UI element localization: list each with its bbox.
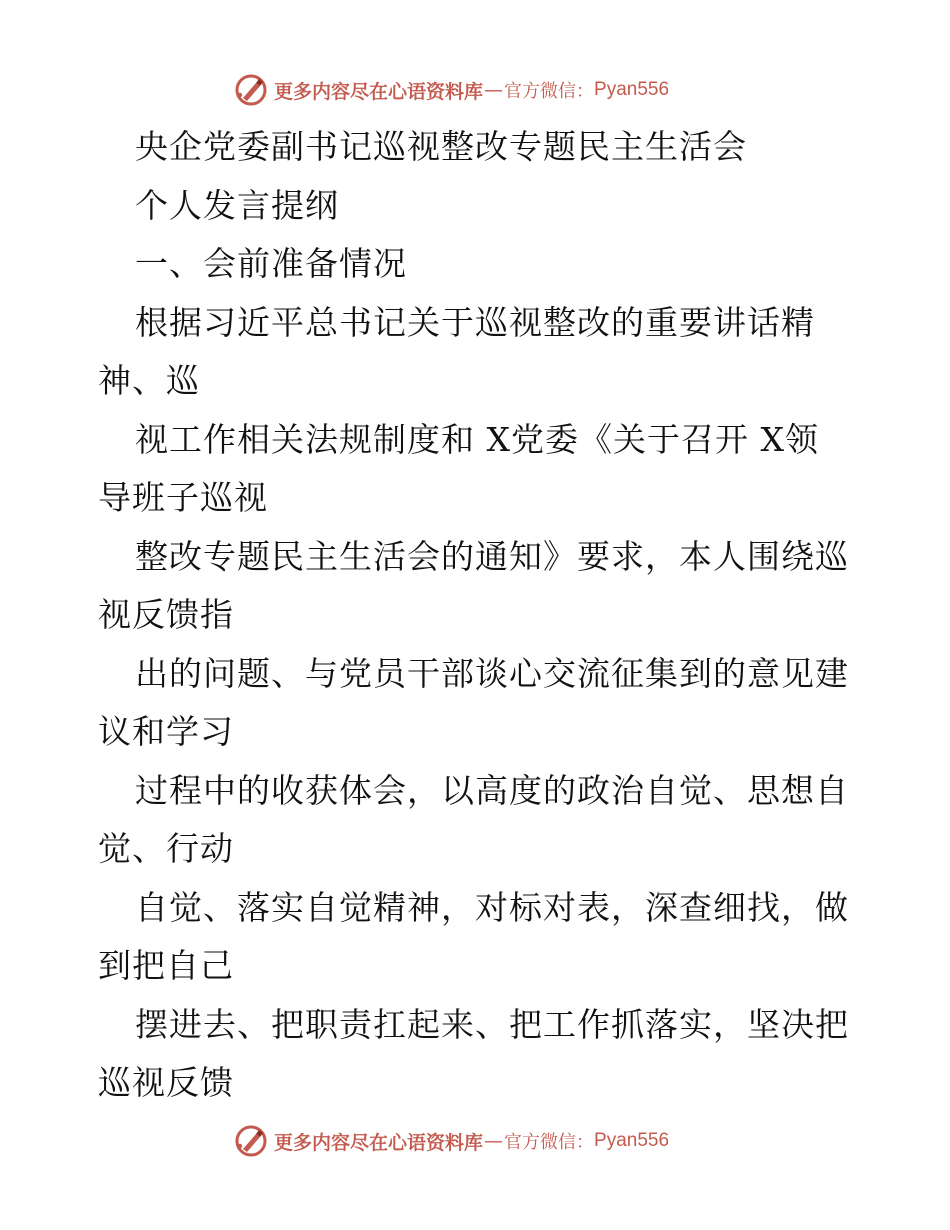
paragraph-line: 神、巡 xyxy=(98,361,200,400)
footer-watermark xyxy=(234,1121,669,1161)
section-heading: 一、会前准备情况 xyxy=(135,244,407,283)
paragraph-line: 视工作相关法规制度和 X党委《关于召开 X领 xyxy=(135,420,819,459)
paragraph-line: 觉、行动 xyxy=(98,829,234,868)
paragraph-line: 视反馈指 xyxy=(98,595,234,634)
paragraph-line: 导班子巡视 xyxy=(98,478,268,517)
paragraph-line: 过程中的收获体会，以高度的政治自觉、思想自 xyxy=(135,771,849,810)
paragraph-line: 整改专题民主生活会的通知》要求，本人围绕巡 xyxy=(135,537,849,576)
watermark-wechat-id: Pyan556 xyxy=(594,79,670,100)
watermark-official-label: 官方微信： xyxy=(504,81,595,102)
watermark-wechat-id: Pyan556 xyxy=(594,1130,670,1151)
paragraph-line: 自觉、落实自觉精神，对标对表，深查细找，做 xyxy=(135,888,849,927)
paragraph-line: 出的问题、与党员干部谈心交流征集到的意见建 xyxy=(135,654,849,693)
header-watermark xyxy=(234,70,669,110)
watermark-site-text: 更多内容尽在心语资料库 xyxy=(274,1131,484,1154)
document-title: 央企党委副书记巡视整改专题民主生活会 xyxy=(135,127,747,166)
paragraph-line: 到把自己 xyxy=(98,946,234,985)
paragraph-line: 摆进去、把职责扛起来、把工作抓落实，坚决把 xyxy=(135,1005,849,1044)
pen-logo-icon xyxy=(234,73,268,107)
watermark-dash: — xyxy=(484,79,504,101)
watermark-official-label: 官方微信： xyxy=(504,1132,595,1153)
paragraph-line: 巡视反馈 xyxy=(98,1063,234,1102)
watermark-dash: — xyxy=(484,1130,504,1152)
document-subtitle: 个人发言提纲 xyxy=(135,186,339,225)
paragraph-line: 根据习近平总书记关于巡视整改的重要讲话精 xyxy=(135,303,815,342)
paragraph-line: 议和学习 xyxy=(98,712,234,751)
pen-logo-icon xyxy=(234,1124,268,1158)
watermark-site-text: 更多内容尽在心语资料库 xyxy=(274,80,484,103)
